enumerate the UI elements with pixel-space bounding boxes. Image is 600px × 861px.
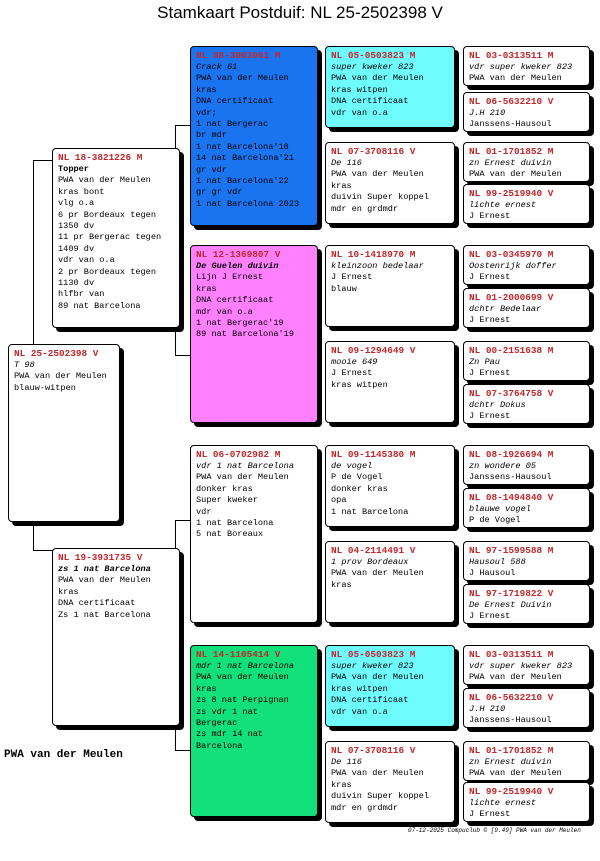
info-line: 1 nat Barcelona'22 bbox=[196, 176, 289, 187]
pigeon-card-ssd bbox=[325, 142, 455, 224]
pigeon-name: vdr 1 nat Barcelona bbox=[196, 461, 294, 471]
connector-line bbox=[33, 522, 34, 550]
pigeon-card-g16 bbox=[463, 782, 590, 822]
info-line: zs 8 nat Perpignan bbox=[196, 695, 289, 706]
pigeon-name: 1 prov Bordeaux bbox=[331, 557, 409, 567]
pigeon-name: lichte ernest bbox=[469, 200, 537, 210]
info-line: gr gr vdr bbox=[196, 187, 243, 198]
ring-number: NL 01-2000699 V bbox=[469, 292, 554, 303]
info-line: 89 nat Barcelona bbox=[58, 300, 141, 311]
info-line: 1 nat Barcelona bbox=[196, 518, 274, 529]
pigeon-name: zs 1 nat Barcelona bbox=[58, 564, 151, 574]
info-line: J Ernest bbox=[469, 272, 511, 283]
info-line: kras bbox=[331, 180, 352, 191]
pigeon-card-g10 bbox=[463, 488, 590, 528]
info-line: 11 pr Bergerac tegen bbox=[58, 232, 162, 243]
connector-line bbox=[33, 550, 53, 551]
pigeon-card-dds bbox=[325, 645, 455, 727]
ring-number: NL 01-1701852 M bbox=[469, 146, 554, 157]
pigeon-name: lichte ernest bbox=[469, 798, 537, 808]
pigeon-card-dsd bbox=[325, 541, 455, 623]
info-line: kras bbox=[331, 579, 352, 590]
pigeon-name: mooie 649 bbox=[331, 357, 378, 367]
info-line: kras bbox=[196, 283, 217, 294]
info-line: PWA van der Meulen bbox=[469, 169, 562, 180]
ring-number: NL 00-2151638 M bbox=[469, 345, 554, 356]
info-line: Bergerac bbox=[196, 718, 238, 729]
ring-number: NL 18-3821226 M bbox=[58, 152, 143, 163]
info-line: vdr van o.a bbox=[331, 706, 388, 717]
info-line: donker kras bbox=[331, 483, 388, 494]
info-line: Janssens-Hausoul bbox=[469, 715, 552, 726]
info-line: PWA van der Meulen bbox=[331, 73, 424, 84]
pigeon-name: zn wondere 05 bbox=[469, 461, 537, 471]
info-line: kras witpen bbox=[331, 683, 388, 694]
info-line: duivin Super koppel bbox=[331, 192, 429, 203]
info-line: vdr bbox=[196, 506, 212, 517]
pigeon-card-dss bbox=[325, 445, 455, 527]
info-line: J Ernest bbox=[469, 211, 511, 222]
info-line: 1 nat Bergerac bbox=[196, 119, 269, 130]
ring-number: NL 12-1369807 V bbox=[196, 249, 281, 260]
pigeon-name: super kweker 823 bbox=[331, 661, 414, 671]
pigeon-name: J.H 210 bbox=[469, 704, 506, 714]
info-line: kras witpen bbox=[331, 379, 388, 390]
pigeon-name: vdr super kweker 823 bbox=[469, 661, 573, 671]
info-line: PWA van der Meulen bbox=[14, 371, 107, 382]
info-line: kras bbox=[331, 779, 352, 790]
pigeon-name: T 98 bbox=[14, 360, 35, 370]
pigeon-name: Hausoul 588 bbox=[469, 557, 526, 567]
ring-number: NL 97-1719822 V bbox=[469, 588, 554, 599]
info-line: 5 nat Boreaux bbox=[196, 529, 264, 540]
pigeon-card-ss bbox=[190, 46, 318, 226]
info-line: PWA van der Meulen bbox=[331, 672, 424, 683]
info-line: P de Vogel bbox=[469, 515, 521, 526]
connector-line bbox=[175, 520, 190, 521]
ring-number: NL 03-0313511 M bbox=[469, 649, 554, 660]
ring-number: NL 03-0345970 M bbox=[469, 249, 554, 260]
ring-number: NL 10-1418970 M bbox=[331, 249, 416, 260]
info-line: 1350 dv bbox=[58, 221, 95, 232]
ring-number: NL 97-1599588 M bbox=[469, 545, 554, 556]
info-line: gr vdr bbox=[196, 164, 227, 175]
ring-number: NL 05-0503823 M bbox=[331, 50, 416, 61]
info-line: 2 pr Bordeaux tegen bbox=[58, 266, 156, 277]
ring-number: NL 14-1105414 V bbox=[196, 649, 281, 660]
info-line: vlg o.a bbox=[58, 198, 95, 209]
info-line: 1 nat Barcelona bbox=[331, 506, 409, 517]
info-line: duivin Super koppel bbox=[331, 791, 429, 802]
info-line: P de Vogel bbox=[331, 472, 383, 483]
info-line: Janssens-Hausoul bbox=[469, 472, 552, 483]
info-line: J Ernest bbox=[469, 368, 511, 379]
info-line: PWA van der Meulen bbox=[331, 768, 424, 779]
info-line: 89 nat Barcelona'19 bbox=[196, 329, 294, 340]
info-line: 6 pr Bordeaux tegen bbox=[58, 209, 156, 220]
info-line: hlfbr van bbox=[58, 289, 105, 300]
connector-line bbox=[175, 125, 190, 126]
info-line: Barcelona bbox=[196, 740, 243, 751]
pigeon-name: De Ernest Duivin bbox=[469, 600, 552, 610]
pigeon-name: Zn Pau bbox=[469, 357, 500, 367]
ring-number: NL 09-1145380 M bbox=[331, 449, 416, 460]
pigeon-name: kleinzoon bedelaar bbox=[331, 261, 424, 271]
info-line: kras bbox=[196, 84, 217, 95]
pigeon-name: J.H 210 bbox=[469, 108, 506, 118]
info-line: 1409 dv bbox=[58, 243, 95, 254]
info-line: J Ernest bbox=[469, 809, 511, 820]
pigeon-name: mdr 1 nat Barcelona bbox=[196, 661, 294, 671]
info-line: donker kras bbox=[196, 483, 253, 494]
pigeon-name: blauwe vogel bbox=[469, 504, 531, 514]
info-line: vdr; bbox=[196, 107, 217, 118]
pigeon-card-g14 bbox=[463, 688, 590, 728]
info-line: J Hausoul bbox=[469, 568, 516, 579]
owner-name: PWA van der Meulen bbox=[4, 749, 123, 761]
pigeon-name: zn Ernest duivin bbox=[469, 158, 552, 168]
pigeon-name: Crack 61 bbox=[196, 62, 238, 72]
pigeon-card-g6 bbox=[463, 288, 590, 328]
info-line: PWA van der Meulen bbox=[196, 472, 289, 483]
connector-line bbox=[33, 160, 34, 344]
pigeon-name: De 116 bbox=[331, 158, 362, 168]
pigeon-name: de vogel bbox=[331, 461, 373, 471]
connector-line bbox=[175, 750, 190, 751]
info-line: kras witpen bbox=[331, 84, 388, 95]
info-line: kras bbox=[58, 586, 79, 597]
ring-number: NL 99-2519940 V bbox=[469, 188, 554, 199]
info-line: PWA van der Meulen bbox=[469, 672, 562, 683]
pigeon-name: De Guelen duivin bbox=[196, 261, 279, 271]
info-line: DNA certificaat bbox=[331, 96, 409, 107]
info-line: mdr en grdmdr bbox=[331, 802, 399, 813]
info-line: zs vdr 1 nat bbox=[196, 706, 258, 717]
info-line: vdr van o.a bbox=[58, 255, 115, 266]
info-line: PWA van der Meulen bbox=[331, 169, 424, 180]
info-line: 14 nat Barcelona'21 bbox=[196, 153, 294, 164]
pigeon-card-dam bbox=[52, 548, 180, 726]
info-line: opa bbox=[331, 495, 347, 506]
info-line: DNA certificaat bbox=[58, 598, 136, 609]
ring-number: NL 05-0503823 M bbox=[331, 649, 416, 660]
pigeon-card-g8 bbox=[463, 384, 590, 424]
pigeon-name: Topper bbox=[58, 164, 89, 174]
ring-number: NL 07-3764758 V bbox=[469, 388, 554, 399]
ring-number: NL 08-3003061 M bbox=[196, 50, 281, 61]
footer-text: 07-12-2025 Compuclub © [9.49] PWA van der Meulen bbox=[408, 827, 581, 834]
info-line: PWA van der Meulen bbox=[58, 575, 151, 586]
ring-number: NL 07-3708116 V bbox=[331, 745, 416, 756]
connector-line bbox=[33, 160, 53, 161]
info-line: zs mdr 14 nat bbox=[196, 729, 264, 740]
pigeon-name: De 116 bbox=[331, 757, 362, 767]
info-line: 1 nat Barcelona'18 bbox=[196, 141, 289, 152]
ring-number: NL 99-2519940 V bbox=[469, 786, 554, 797]
info-line: DNA certificaat bbox=[196, 295, 274, 306]
pigeon-card-g5 bbox=[463, 245, 590, 285]
pigeon-card-sd bbox=[190, 245, 318, 423]
info-line: blauw-witpen bbox=[14, 382, 76, 393]
ring-number: NL 09-1294649 V bbox=[331, 345, 416, 356]
pigeon-card-g4 bbox=[463, 184, 590, 224]
pigeon-name: dchtr Dokus bbox=[469, 400, 526, 410]
info-line: kras bbox=[196, 683, 217, 694]
ring-number: NL 06-5632210 V bbox=[469, 96, 554, 107]
info-line: mdr en grdmdr bbox=[331, 203, 399, 214]
info-line: PWA van der Meulen bbox=[196, 672, 289, 683]
info-line: Lijn J Ernest bbox=[196, 272, 264, 283]
pigeon-name: zn Ernest duivin bbox=[469, 757, 552, 767]
info-line: vdr van o.a bbox=[331, 107, 388, 118]
pigeon-card-sire bbox=[52, 148, 180, 328]
pigeon-name: Oostenrijk doffer bbox=[469, 261, 557, 271]
info-line: blauw bbox=[331, 283, 357, 294]
page-title: Stamkaart Postduif: NL 25-2502398 V bbox=[157, 3, 443, 22]
info-line: DNA certificaat bbox=[331, 695, 409, 706]
pigeon-card-ddd bbox=[325, 741, 455, 823]
pigeon-name: dchtr Bedelaar bbox=[469, 304, 542, 314]
info-line: Super kweker bbox=[196, 495, 258, 506]
info-line: PWA van der Meulen bbox=[58, 175, 151, 186]
info-line: 1 nat Barcelona 2023 bbox=[196, 198, 300, 209]
info-line: mdr van o.a bbox=[196, 306, 253, 317]
pigeon-card-g15 bbox=[463, 741, 590, 781]
ring-number: NL 04-2114491 V bbox=[331, 545, 416, 556]
ring-number: NL 06-0702982 M bbox=[196, 449, 281, 460]
pigeon-card-ds bbox=[190, 445, 318, 623]
info-line: PWA van der Meulen bbox=[469, 73, 562, 84]
pigeon-name: vdr super kweker 823 bbox=[469, 62, 573, 72]
ring-number: NL 06-5632210 V bbox=[469, 692, 554, 703]
ring-number: NL 03-0313511 M bbox=[469, 50, 554, 61]
pigeon-card-g7 bbox=[463, 341, 590, 381]
pigeon-card-g12 bbox=[463, 584, 590, 624]
pigeon-card-g11 bbox=[463, 541, 590, 581]
info-line: PWA van der Meulen bbox=[331, 568, 424, 579]
info-line: J Ernest bbox=[331, 368, 373, 379]
pigeon-name: super kweker 823 bbox=[331, 62, 414, 72]
info-line: 1 nat Bergerac'19 bbox=[196, 318, 284, 329]
ring-number: NL 01-1701852 M bbox=[469, 745, 554, 756]
ring-number: NL 08-1926694 M bbox=[469, 449, 554, 460]
pigeon-card-g3 bbox=[463, 142, 590, 182]
info-line: kras bont bbox=[58, 186, 105, 197]
info-line: DNA certificaat bbox=[196, 96, 274, 107]
pigeon-card-g1 bbox=[463, 46, 590, 86]
pigeon-card-g2 bbox=[463, 92, 590, 132]
info-line: J Ernest bbox=[469, 315, 511, 326]
ring-number: NL 07-3708116 V bbox=[331, 146, 416, 157]
pigeon-card-g13 bbox=[463, 645, 590, 685]
pigeon-card-dd bbox=[190, 645, 318, 817]
info-line: Zs 1 nat Barcelona bbox=[58, 609, 151, 620]
ring-number: NL 08-1494840 V bbox=[469, 492, 554, 503]
info-line: PWA van der Meulen bbox=[469, 768, 562, 779]
info-line: J Ernest bbox=[469, 411, 511, 422]
info-line: 1130 dv bbox=[58, 278, 95, 289]
info-line: J Ernest bbox=[331, 272, 373, 283]
info-line: br mdr bbox=[196, 130, 227, 141]
ring-number: NL 19-3931735 V bbox=[58, 552, 143, 563]
pigeon-card-main bbox=[8, 344, 120, 522]
pigeon-card-sds bbox=[325, 245, 455, 327]
info-line: Janssens-Hausoul bbox=[469, 119, 552, 130]
info-line: J Ernest bbox=[469, 611, 511, 622]
ring-number: NL 25-2502398 V bbox=[14, 348, 99, 359]
pigeon-card-g9 bbox=[463, 445, 590, 485]
connector-line bbox=[175, 355, 190, 356]
pigeon-card-sdd bbox=[325, 341, 455, 423]
pigeon-card-sss bbox=[325, 46, 455, 128]
info-line: PWA van der Meulen bbox=[196, 73, 289, 84]
